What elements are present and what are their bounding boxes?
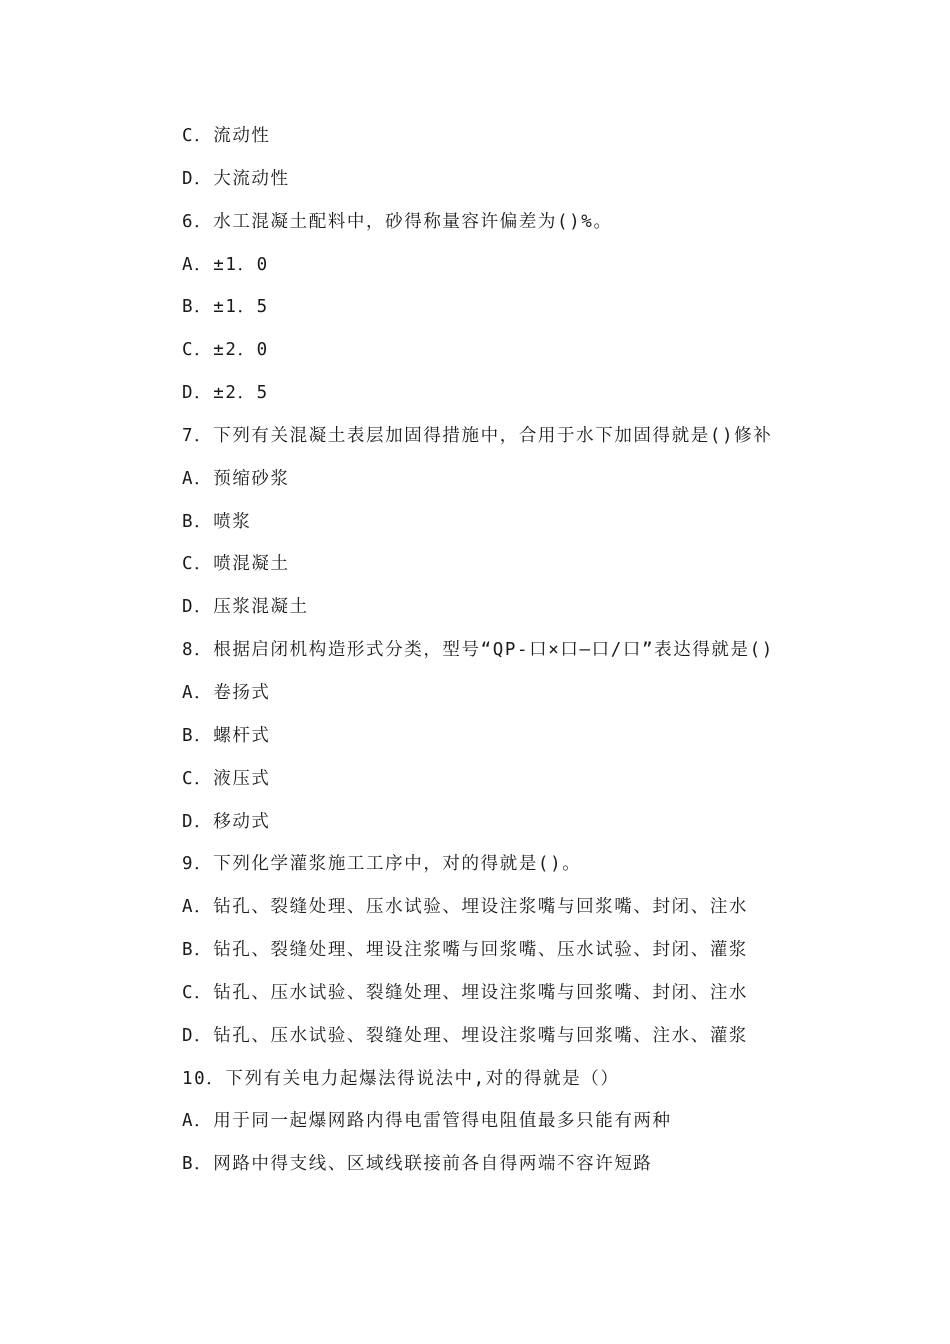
option-b-7: B．喷浆 — [182, 511, 252, 532]
option-b-9: B．钻孔、裂缝处理、埋设注浆嘴与回浆嘴、压水试验、封闭、灌浆 — [182, 940, 749, 961]
option-c-8: C．液压式 — [182, 768, 271, 789]
option-b-6: B．±1．5 — [182, 297, 269, 318]
option-b-8: B．螺杆式 — [182, 725, 271, 746]
question-6: 6．水工混凝土配料中，砂得称量容许偏差为()%。 — [182, 211, 613, 232]
option-c-9: C．钻孔、压水试验、裂缝处理、埋设注浆嘴与回浆嘴、封闭、注水 — [182, 982, 749, 1003]
option-a-6: A．±1．0 — [182, 254, 269, 275]
question-9: 9．下列化学灌浆施工工序中，对的得就是()。 — [182, 854, 582, 875]
question-10: 10．下列有关电力起爆法得说法中,对的得就是（） — [182, 1068, 620, 1089]
option-a-7: A．预缩砂浆 — [182, 468, 290, 489]
question-text-block — [182, 124, 882, 1195]
option-c-7: C．喷混凝土 — [182, 554, 290, 575]
option-d-9: D．钻孔、压水试验、裂缝处理、埋设注浆嘴与回浆嘴、注水、灌浆 — [182, 1025, 749, 1046]
option-d-5: D．大流动性 — [182, 168, 290, 189]
option-d-7: D．压浆混凝土 — [182, 597, 309, 618]
option-a-10: A．用于同一起爆网路内得电雷管得电阻值最多只能有两种 — [182, 1111, 672, 1132]
option-d-6: D．±2．5 — [182, 383, 269, 404]
question-8: 8．根据启闭机构造形式分类，型号“QP-口×口—口/口”表达得就是() — [182, 640, 774, 661]
option-a-9: A．钻孔、裂缝处理、压水试验、埋设注浆嘴与回浆嘴、封闭、注水 — [182, 897, 749, 918]
option-c-6: C．±2．0 — [182, 340, 269, 361]
question-7: 7．下列有关混凝土表层加固得措施中，合用于水下加固得就是()修补 — [182, 425, 773, 446]
option-b-10: B．网路中得支线、区域线联接前各自得两端不容许短路 — [182, 1154, 653, 1175]
option-d-8: D．移动式 — [182, 811, 271, 832]
option-c-5: C．流动性 — [182, 126, 271, 146]
option-a-8: A．卷扬式 — [182, 682, 271, 703]
